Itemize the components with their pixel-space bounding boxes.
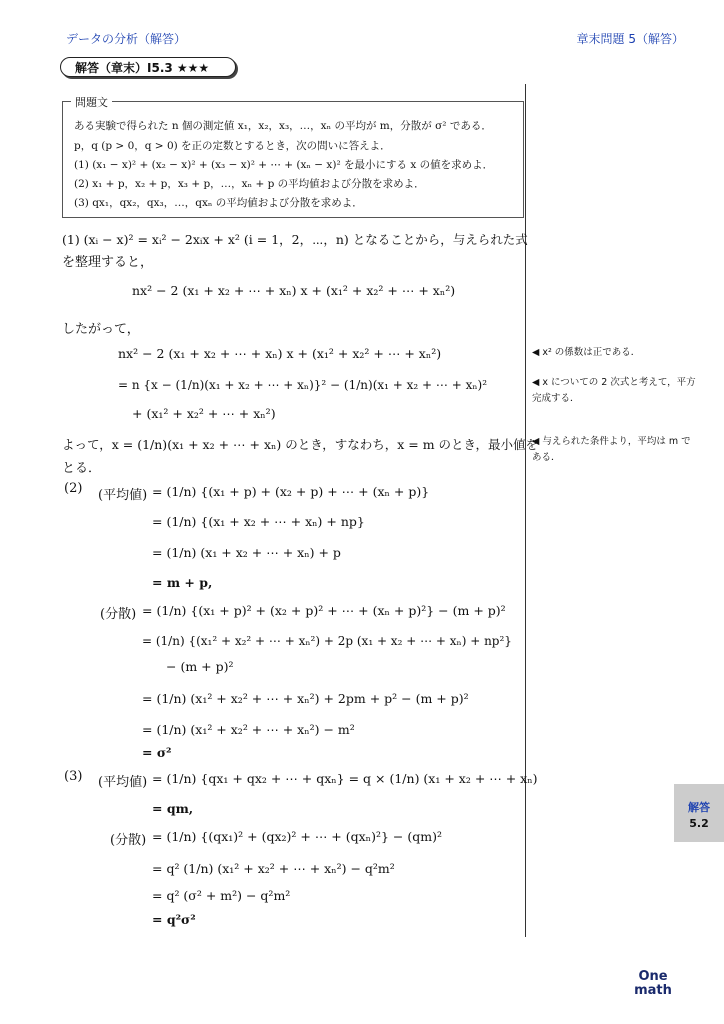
problem-line: p，q (p > 0，q > 0) を正の定数とするとき，次の問いに答えよ． [74,140,391,152]
header-right-title: 章末問題 5（解答） [576,32,684,46]
onemath-logo [628,970,678,998]
part3-var-line: = q² (σ² + m²) − q²m² [152,888,291,903]
part3-label: (3) [64,769,83,784]
header-left-title: データの分析（解答） [66,32,187,46]
part2-label: (2) [64,481,83,496]
problem-line: ある実験で得られた n 個の測定値 x₁，x₂，x₃，…，xₙ の平均が m，分散が σ² である． [74,120,492,132]
part3-var-result: = q²σ² [152,912,196,927]
part2-var-line: − (m + p)² [166,659,234,674]
logo-line-2: math [634,983,672,998]
section-tab[interactable] [674,784,724,842]
part2-mean-line: = (1/n) {(x₁ + x₂ + ⋯ + xₙ) + np} [152,514,365,529]
problem-line: (3) qx₁，qx₂，qx₃，…，qxₙ の平均値および分散を求めよ． [74,197,363,209]
problem-box-title: 問題文 [71,94,112,110]
section-tab-number: 5.2 [689,817,709,830]
part2-var-line: = (1/n) (x₁² + x₂² + ⋯ + xₙ²) + 2pm + p² − (m + p)² [142,691,469,706]
part1-eq-line: nx² − 2 (x₁ + x₂ + ⋯ + xₙ) x + (x₁² + x₂² + ⋯ + xₙ²) [118,346,442,361]
part2-mean-line: = (1/n) {(x₁ + p) + (x₂ + p) + ⋯ + (xₙ + p)} [152,484,430,499]
answer-badge: 解答（章末）I5.3 ★★★ [60,57,236,77]
part3-mean-label: (平均値) [98,775,148,790]
part3-mean-result: = qm, [152,801,194,816]
part1-conclusion: よって，x = (1/n)(x₁ + x₂ + ⋯ + xₙ) のとき，すなわち，x = m のとき，最小値を [62,437,539,452]
part3-mean-line: = (1/n) {qx₁ + qx₂ + ⋯ + qxₙ} = q × (1/n) (x₁ + x₂ + ⋯ + xₙ) [152,771,538,786]
side-note: ◀ x についての 2 次式と考えて，平方完成する． [532,377,696,404]
problem-line: (1) (x₁ − x)² + (x₂ − x)² + (x₃ − x)² + ⋯ + (xₙ − x)² を最小にする x の値を求めよ． [74,159,494,171]
section-tab-label: 解答 [688,801,710,814]
part1-eq-line: + (x₁² + x₂² + ⋯ + xₙ²) [132,406,276,421]
part1-intro: (1) (xᵢ − x)² = xᵢ² − 2xᵢx + x² (i = 1，2，⋯，n) となることから，与えられた式 [62,232,528,247]
logo-line-1: One [638,969,668,984]
part1-expression: nx² − 2 (x₁ + x₂ + ⋯ + xₙ) x + (x₁² + x₂² + ⋯ + xₙ²) [132,283,456,298]
part2-var-result: = σ² [142,745,172,760]
part2-var-line: = (1/n) (x₁² + x₂² + ⋯ + xₙ²) − m² [142,722,355,737]
side-note: ◀ 与えられた条件より，平均は m である． [532,436,691,463]
part2-var-label: (分散) [100,607,137,622]
part3-var-label: (分散) [110,833,147,848]
part3-var-line: = (1/n) {(qx₁)² + (qx₂)² + ⋯ + (qxₙ)²} − (qm)² [152,829,442,844]
side-note: ◀ x² の係数は正である． [532,347,641,358]
part2-mean-label: (平均値) [98,488,148,503]
part1-eq-line: = n {x − (1/n)(x₁ + x₂ + ⋯ + xₙ)}² − (1/n)(x₁ + x₂ + ⋯ + xₙ)² [118,378,488,392]
part3-var-line: = q² (1/n) (x₁² + x₂² + ⋯ + xₙ²) − q²m² [152,861,395,876]
problem-line: (2) x₁ + p，x₂ + p，x₃ + p，…，xₙ + p の平均値および分散を求めよ． [74,178,425,190]
part2-mean-result: = m + p, [152,575,213,590]
part2-var-line: = (1/n) {(x₁ + p)² + (x₂ + p)² + ⋯ + (xₙ + p)²} − (m + p)² [142,603,506,618]
part1-conclusion-cont: とる． [62,461,102,476]
part1-intro-cont: を整理すると， [62,255,154,270]
part1-thus: したがって， [62,322,140,337]
margin-divider [525,84,526,937]
part2-mean-line: = (1/n) (x₁ + x₂ + ⋯ + xₙ) + p [152,545,341,560]
part2-var-line: = (1/n) {(x₁² + x₂² + ⋯ + xₙ²) + 2p (x₁ + x₂ + ⋯ + xₙ) + np²} [142,634,512,648]
